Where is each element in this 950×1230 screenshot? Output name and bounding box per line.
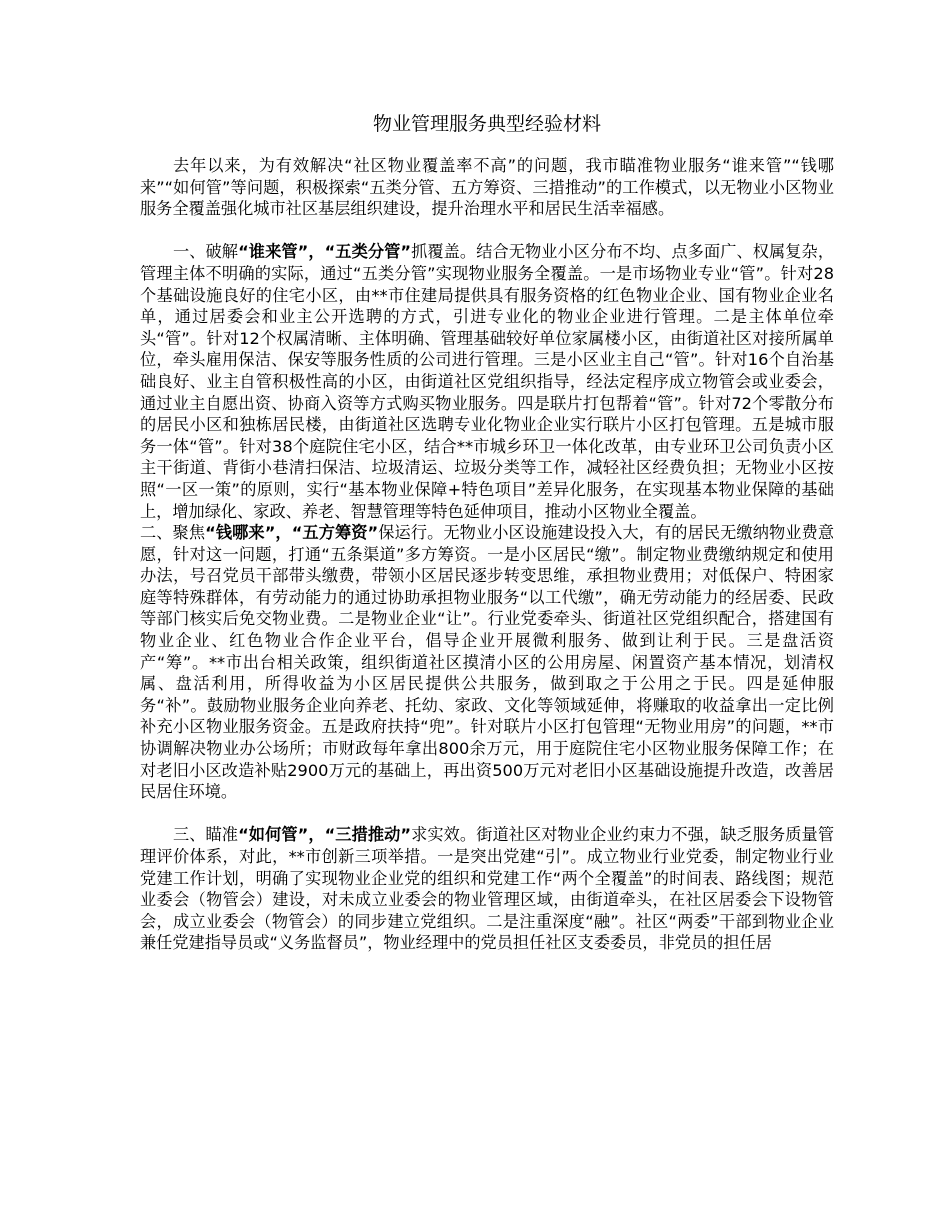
section-2-keyword: “钱哪来”，“五方筹资” <box>205 523 379 543</box>
section-3-lead: 三、瞄准 <box>173 825 239 845</box>
document-page <box>140 110 834 954</box>
section-3-keyword: “如何管”，“三措推动” <box>238 825 412 845</box>
section-2-paragraph <box>140 522 834 803</box>
section-1-keyword: “谁来管”，“五类分管” <box>238 242 412 262</box>
section-2-body: 无物业小区设施建设投入大，有的居民无缴纳物业费意愿，针对这一问题，打通“五条渠道”多方筹资。一是小区居民“缴”。制定物业费缴纳规定和使用办法，号召党员干部带头缴费，带领小区居民逐步转变思维，承担物业费用；对低保户、特困家庭等特殊群体，有劳动能力的通过协助承担物业服务“以工代缴”，确无劳动能力的经居委、民政等部门核实后免交物业费。二是物业企业“让”。行业党委牵头、街道社区党组织配合，搭建国有物业企业、红色物业合作企业平台，倡导企业开展微利服务、做到让利于民。三是盘活资产“筹”。**市出台相关政策，组织街道社区摸清小区的公用房屋、闲置资产基本情况，划清权属、盘活利用，所得收益为小区居民提供公共服务，做到取之于公用之于民。四是延伸服务“补”。鼓励物业服务企业向养老、托幼、家政、文化等领域延伸，将赚取的收益拿出一定比例补充小区物业服务资金。五是政府扶持“兜”。针对联片小区打包管理“无物业用房”的问题，**市协调解决物业办公场所；市财政每年拿出800余万元，用于庭院住宅小区物业服务保障工作；在对老旧小区改造补贴2900万元的基础上，再出资500万元对老旧小区基础设施提升改造，改善居民居住环境。 <box>140 523 835 802</box>
section-2-lead: 二、聚焦 <box>140 523 206 543</box>
paragraph-gap <box>140 220 834 242</box>
section-2-heading-tail: 保运行。 <box>378 523 444 543</box>
section-1-paragraph <box>140 241 834 522</box>
paragraph-gap <box>140 803 834 825</box>
section-1-lead: 一、破解 <box>173 242 239 262</box>
section-1-heading-tail: 抓覆盖。 <box>411 242 477 262</box>
section-3-body: 街道社区对物业企业约束力不强，缺乏服务质量管理评价体系，对此，**市创新三项举措。一是突出党建“引”。成立物业行业党委，制定物业行业党建工作计划，明确了实现物业企业党的组织和党建工作“两个全覆盖”的时间表、路线图；规范业委会（物管会）建设，对未成立业委会的物业管理区域，由街道牵头，在社区居委会下设物管会，成立业委会（物管会）的同步建立党组织。二是注重深度“融”。社区“两委”干部到物业企业兼任党建指导员或“义务监督员”，物业经理中的党员担任社区支委委员，非党员的担任居 <box>140 825 835 953</box>
intro-paragraph: 去年以来，为有效解决“社区物业覆盖率不高”的问题，我市瞄准物业服务“谁来管”“钱哪来”“如何管”等问题，积极探索“五类分管、五方筹资、三措推动”的工作模式，以无物业小区物业服务全覆盖强化城市社区基层组织建设，提升治理水平和居民生活幸福感。 <box>140 156 834 219</box>
section-1-body: 结合无物业小区分布不均、点多面广、权属复杂，管理主体不明确的实际，通过“五类分管”实现物业服务全覆盖。一是市场物业专业“管”。针对28个基础设施良好的住宅小区，由**市住建局提供具有服务资格的红色物业企业、国有物业企业名单，通过居委会和业主公开选聘的方式，引进专业化的物业企业进行管理。二是主体单位牵头“管”。针对12个权属清晰、主体明确、管理基础较好单位家属楼小区，由街道社区对接所属单位，牵头雇用保洁、保安等服务性质的公司进行管理。三是小区业主自己“管”。针对16个自治基础良好、业主自管积极性高的小区，由街道社区党组织指导，经法定程序成立物管会或业委会，通过业主自愿出资、协商入资等方式购买物业服务。四是联片打包帮着“管”。针对72个零散分布的居民小区和独栋居民楼，由街道社区选聘专业化物业企业实行联片小区打包管理。五是城市服务一体“管”。针对38个庭院住宅小区，结合**市城乡环卫一体化改革，由专业环卫公司负责小区主干街道、背街小巷清扫保洁、垃圾清运、垃圾分类等工作，减轻社区经费负担；无物业小区按照“一区一策”的原则，实行“基本物业保障+特色项目”差异化服务，在实现基本物业保障的基础上，增加绿化、家政、养老、智慧管理等特色延伸项目，推动小区物业全覆盖。 <box>140 242 835 521</box>
section-3-paragraph <box>140 824 834 954</box>
section-3-heading-tail: 求实效。 <box>411 825 477 845</box>
document-title: 物业管理服务典型经验材料 <box>372 113 601 135</box>
